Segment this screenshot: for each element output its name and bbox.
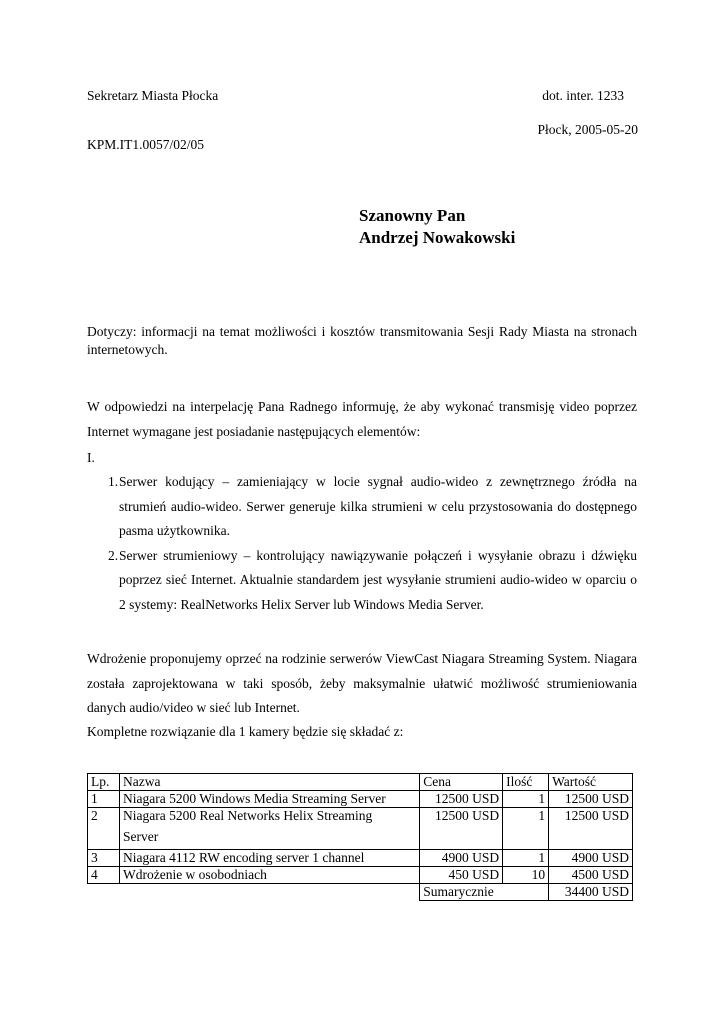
intro-paragraph: W odpowiedzi na interpelację Pana Radnego informuję, że aby wykonać transmisję video poprzez Internet wymagane jest posiadanie następujących elementów: — [87, 399, 637, 439]
list-item-number: 2. — [108, 547, 119, 563]
cell-value: 4500 USD — [549, 867, 633, 884]
cell-price: 12500 USD — [420, 808, 503, 850]
cell-value: 12500 USD — [549, 791, 633, 808]
cell-price: 4900 USD — [420, 850, 503, 867]
table-row — [88, 808, 633, 850]
list-item-text: Serwer kodujący – zamieniający w locie sygnał audio-wideo z zewnętrznego źródła na strumień audio-wideo. Serwer generuje kilka strumieni w celu przystosowania do dostępnego pasma użytkownika. — [119, 474, 637, 538]
addressee-name: Andrzej Nowakowski — [359, 228, 516, 247]
cell-lp: 2 — [88, 808, 120, 850]
requirements-list — [87, 470, 637, 617]
cell-name-line1: Niagara 5200 Real Networks Helix Streaming — [122, 808, 373, 823]
total-value: 34400 USD — [549, 884, 633, 901]
cell-value: 4900 USD — [549, 850, 633, 867]
table-total-row — [88, 884, 633, 901]
header-qty: Ilość — [503, 774, 549, 791]
header-value: Wartość — [549, 774, 633, 791]
cell-name: Wdrożenie w osobodniach — [119, 867, 419, 884]
sender: Sekretarz Miasta Płocka — [87, 88, 219, 103]
cell-qty: 1 — [503, 791, 549, 808]
table-header-row — [88, 774, 633, 791]
list-item-text: Serwer strumieniowy – kontrolujący nawiązywanie połączeń i wysyłanie obrazu i dźwięku poprzez sieć Internet. Aktualnie standardem jest wysyłanie strumieni audio-wideo w oparciu o 2 systemy: RealNetworks Helix Server lub Windows Media Server. — [119, 547, 637, 612]
cell-lp: 1 — [88, 791, 120, 808]
cell-qty: 10 — [503, 867, 549, 884]
cell-qty: 1 — [503, 850, 549, 867]
table-row — [88, 850, 633, 867]
cost-table — [87, 773, 633, 901]
total-label: Sumarycznie — [420, 884, 549, 901]
header-name: Nazwa — [119, 774, 419, 791]
header-lp: Lp. — [88, 774, 120, 791]
subject-line: Dotyczy: informacji na temat możliwości i kosztów transmitowania Sesji Rady Miasta na stronach internetowych. — [87, 324, 637, 357]
list-item — [87, 544, 637, 618]
cell-lp: 3 — [88, 850, 120, 867]
place-date: Płock, 2005-05-20 — [537, 122, 638, 137]
solution-intro: Kompletne rozwiązanie dla 1 kamery będzie się składać z: — [87, 724, 404, 739]
case-number: KPM.IT1.0057/02/05 — [87, 137, 205, 152]
cell-price: 450 USD — [420, 867, 503, 884]
proposal-paragraph: Wdrożenie proponujemy oprzeć na rodzinie serwerów ViewCast Niagara Streaming System. Niagara została zaprojektowana w taki sposób, żeby maksymalnie ułatwić możliwość strumieniowania danych audio/video w sieć lub Internet. — [87, 651, 637, 715]
internal-reference: dot. inter. 1233 — [542, 88, 624, 103]
section-label: I. — [87, 450, 95, 465]
cell-name — [119, 808, 419, 850]
list-item-number: 1. — [108, 474, 119, 489]
table-row — [88, 791, 633, 808]
cell-qty: 1 — [503, 808, 549, 850]
table-row — [88, 867, 633, 884]
cell-lp: 4 — [88, 867, 120, 884]
cell-price: 12500 USD — [420, 791, 503, 808]
cell-name-line2: Server — [122, 829, 159, 844]
cell-name: Niagara 5200 Windows Media Streaming Server — [119, 791, 419, 808]
addressee-salutation: Szanowny Pan — [359, 206, 466, 225]
cell-value: 12500 USD — [549, 808, 633, 850]
list-item — [87, 470, 637, 544]
header-price: Cena — [420, 774, 503, 791]
cell-name: Niagara 4112 RW encoding server 1 channel — [119, 850, 419, 867]
